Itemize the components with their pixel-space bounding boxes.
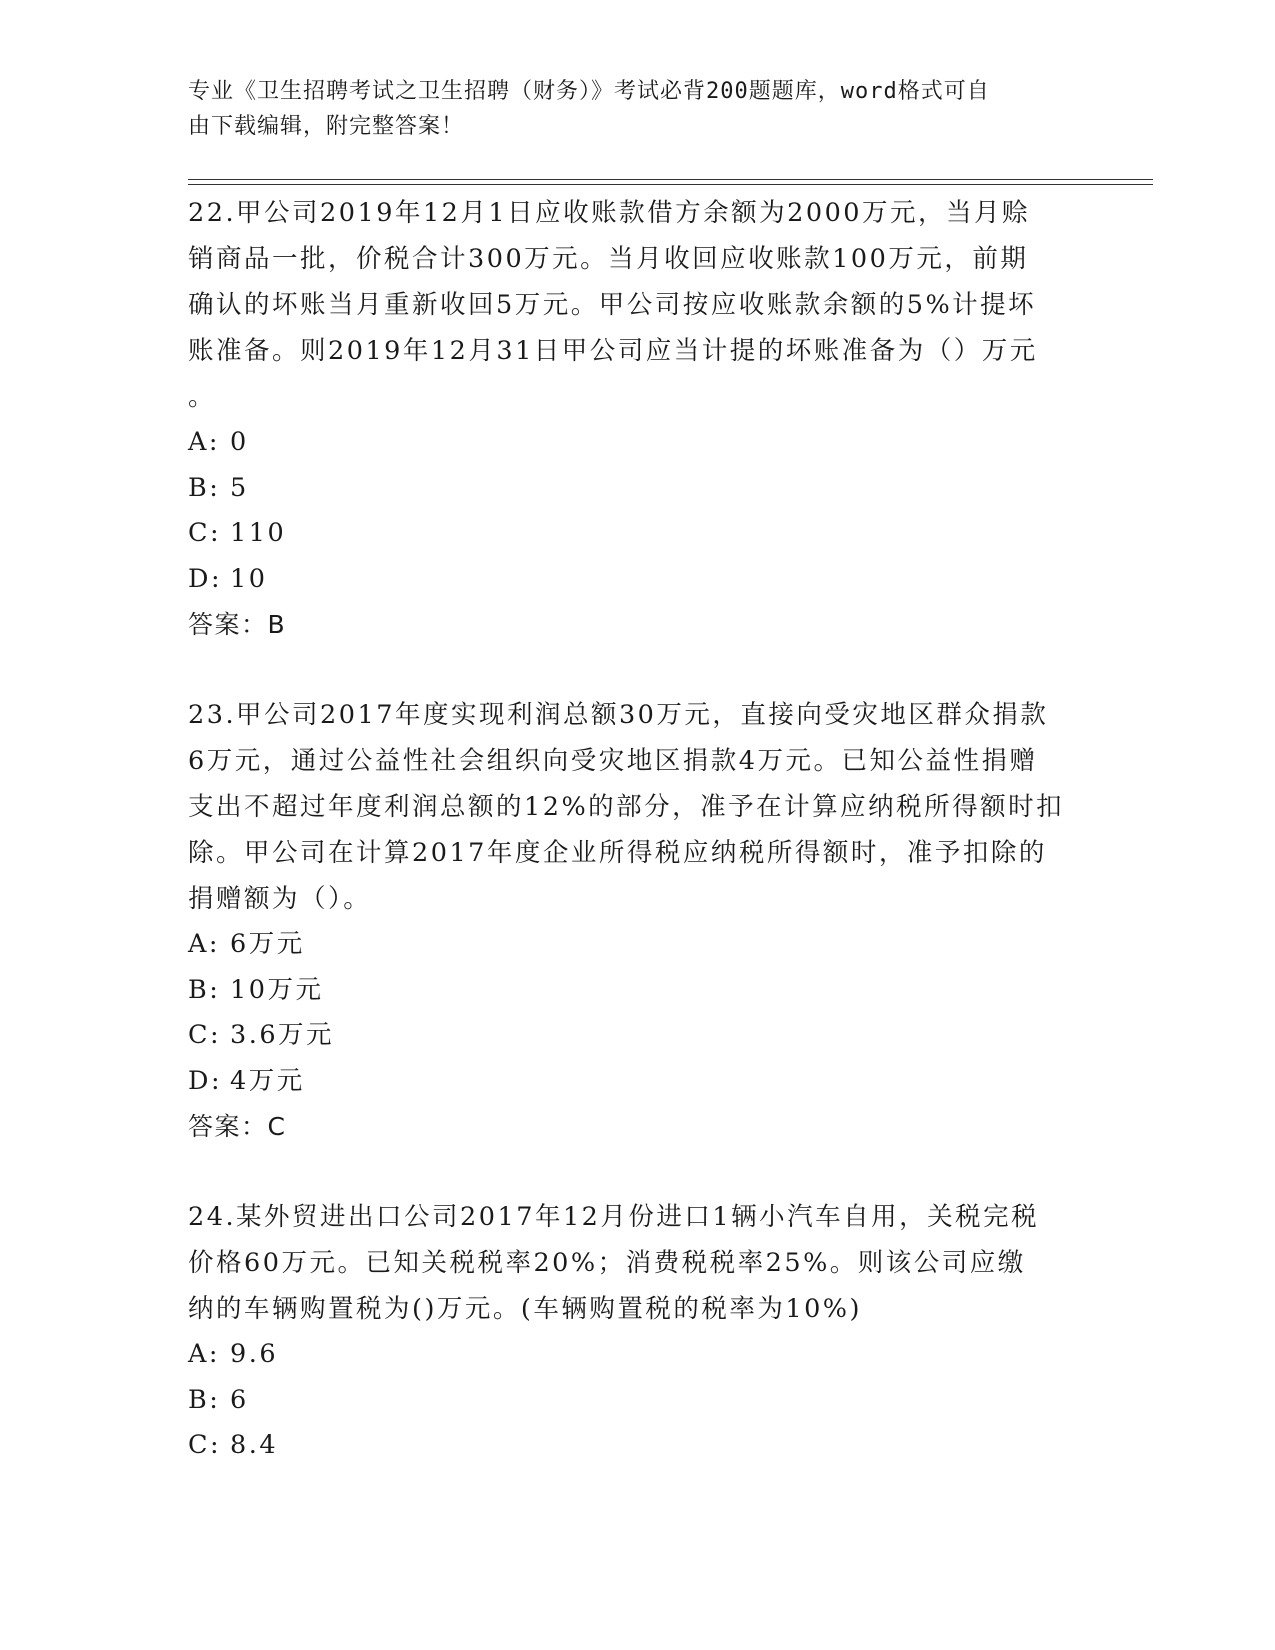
question-24 xyxy=(188,1194,1093,1469)
option-b xyxy=(188,968,1093,1014)
option-key: C: xyxy=(188,1020,222,1050)
stem-line: 销商品一批，价税合计300万元。当月收回应收账款100万元，前期 xyxy=(188,244,1029,274)
stem-line: 价格60万元。已知关税税率20%；消费税税率25%。则该公司应缴 xyxy=(188,1248,1026,1278)
option-key: A: xyxy=(188,427,221,457)
option-key: B: xyxy=(188,1384,221,1415)
question-22 xyxy=(188,190,1093,648)
header-line-1: 专业《卫生招聘考试之卫生招聘（财务）》考试必背200题题库，word格式可自 xyxy=(188,79,990,104)
answer-line: 答案：C xyxy=(188,1112,287,1141)
option-key: A: xyxy=(188,929,221,959)
stem-tail: 。 xyxy=(188,382,217,412)
option-key: B: xyxy=(188,974,221,1005)
option-key: B: xyxy=(188,472,221,503)
option-text: 6万元 xyxy=(230,929,305,959)
option-key: D: xyxy=(188,1065,223,1096)
stem-line: 账准备。则2019年12月31日甲公司应当计提的坏账准备为（）万元 xyxy=(188,336,1038,366)
option-c xyxy=(188,1013,1093,1059)
question-spacer xyxy=(188,648,1093,692)
option-key: C: xyxy=(188,1430,222,1460)
stem-line: 纳的车辆购置税为()万元。(车辆购置税的税率为10%) xyxy=(188,1294,862,1324)
question-spacer xyxy=(188,1150,1093,1194)
stem-line: 捐赠额为（）。 xyxy=(188,884,372,914)
stem-line: 6万元，通过公益性社会组织向受灾地区捐款4万元。已知公益性捐赠 xyxy=(188,746,1038,776)
question-stem xyxy=(188,190,1093,420)
option-text: 8.4 xyxy=(230,1430,279,1460)
option-text: 110 xyxy=(230,518,287,548)
option-text: 0 xyxy=(230,427,249,457)
option-key: C: xyxy=(188,518,222,548)
stem-line: 22.甲公司2019年12月1日应收账款借方余额为2000万元，当月赊 xyxy=(188,198,1031,228)
option-b xyxy=(188,1378,1093,1424)
option-a xyxy=(188,922,1093,968)
option-text: 10万元 xyxy=(230,974,324,1005)
header-line-2: 由下载编辑，附完整答案！ xyxy=(188,114,465,139)
header-divider-top xyxy=(188,179,1153,180)
header-divider-bottom xyxy=(188,184,1153,185)
document-header xyxy=(188,74,1068,144)
option-a xyxy=(188,420,1093,466)
option-text: 6 xyxy=(230,1384,249,1415)
option-d xyxy=(188,557,1093,603)
stem-line: 确认的坏账当月重新收回5万元。甲公司按应收账款余额的5%计提坏 xyxy=(188,290,1037,320)
option-text: 10 xyxy=(230,563,268,594)
question-list xyxy=(188,190,1093,1469)
stem-line: 23.甲公司2017年度实现利润总额30万元，直接向受灾地区群众捐款 xyxy=(188,700,1049,730)
option-text: 5 xyxy=(230,472,249,503)
option-b xyxy=(188,466,1093,512)
stem-line: 除。甲公司在计算2017年度企业所得税应纳税所得额时，准予扣除的 xyxy=(188,838,1047,868)
stem-line: 支出不超过年度利润总额的12%的部分，准予在计算应纳税所得额时扣 xyxy=(188,792,1065,822)
question-23 xyxy=(188,692,1093,1150)
question-stem xyxy=(188,1194,1093,1332)
option-text: 9.6 xyxy=(230,1339,279,1369)
option-c xyxy=(188,511,1093,557)
option-a xyxy=(188,1332,1093,1378)
stem-line: 24.某外贸进出口公司2017年12月份进口1辆小汽车自用，关税完税 xyxy=(188,1202,1040,1232)
question-stem xyxy=(188,692,1093,922)
option-text: 4万元 xyxy=(230,1065,305,1096)
option-key: D: xyxy=(188,563,223,594)
option-text: 3.6万元 xyxy=(230,1020,335,1050)
option-key: A: xyxy=(188,1339,221,1369)
option-d xyxy=(188,1059,1093,1105)
option-c xyxy=(188,1423,1093,1469)
answer-line: 答案：B xyxy=(188,610,287,639)
